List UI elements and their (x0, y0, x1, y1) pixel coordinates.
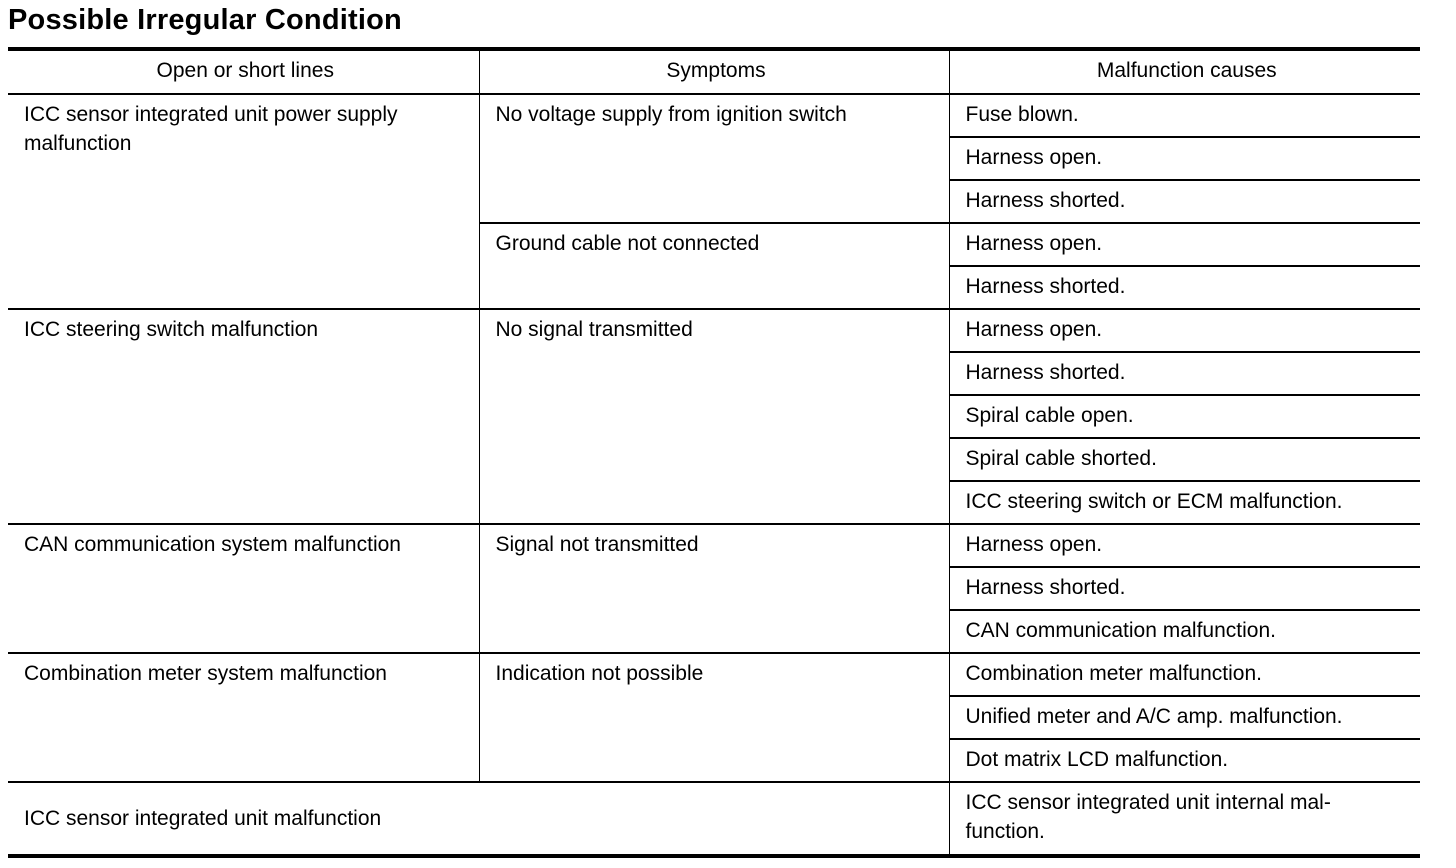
table-row (8, 94, 1420, 137)
cause-cell: Unified meter and A/C amp. malfunction. (949, 696, 1420, 739)
line-cell: ICC steering switch malfunction (8, 309, 479, 524)
cause-cell: Harness shorted. (949, 266, 1420, 309)
cause-cell: Harness shorted. (949, 352, 1420, 395)
table-header-row (8, 51, 1420, 94)
header-open-or-short-lines: Open or short lines (8, 51, 479, 94)
line-cell: ICC sensor integrated unit power supply malfunction (8, 94, 479, 309)
cause-cell: ICC steering switch or ECM malfunction. (949, 481, 1420, 524)
cause-cell: Spiral cable shorted. (949, 438, 1420, 481)
cause-cell: Fuse blown. (949, 94, 1420, 137)
symptom-cell: Ground cable not connected (479, 223, 949, 309)
line-cell: Combination meter system malfunction (8, 653, 479, 782)
header-malfunction-causes: Malfunction causes (949, 51, 1420, 94)
table-row (8, 782, 1420, 854)
cause-cell: Spiral cable open. (949, 395, 1420, 438)
irregular-condition-table-wrapper (8, 47, 1420, 858)
cause-cell: Harness open. (949, 223, 1420, 266)
table-row (8, 309, 1420, 352)
table-row (8, 653, 1420, 696)
header-symptoms: Symptoms (479, 51, 949, 94)
cause-cell: ICC sensor integrated unit internal mal-function. (949, 782, 1420, 854)
symptom-cell: Indication not possible (479, 653, 949, 782)
cause-cell: Harness open. (949, 309, 1420, 352)
line-cell: ICC sensor integrated unit malfunction (8, 782, 949, 854)
cause-cell: Harness open. (949, 137, 1420, 180)
page-title: Possible Irregular Condition (8, 4, 402, 36)
table-row (8, 524, 1420, 567)
cause-cell: Harness shorted. (949, 567, 1420, 610)
symptom-cell: No signal transmitted (479, 309, 949, 524)
cause-cell: Dot matrix LCD malfunction. (949, 739, 1420, 782)
cause-cell: Combination meter malfunction. (949, 653, 1420, 696)
symptom-cell: No voltage supply from ignition switch (479, 94, 949, 223)
irregular-condition-table (8, 51, 1420, 854)
cause-cell: Harness shorted. (949, 180, 1420, 223)
cause-cell: Harness open. (949, 524, 1420, 567)
symptom-cell: Signal not transmitted (479, 524, 949, 653)
line-cell: CAN communication system malfunction (8, 524, 479, 653)
cause-cell: CAN communication malfunction. (949, 610, 1420, 653)
